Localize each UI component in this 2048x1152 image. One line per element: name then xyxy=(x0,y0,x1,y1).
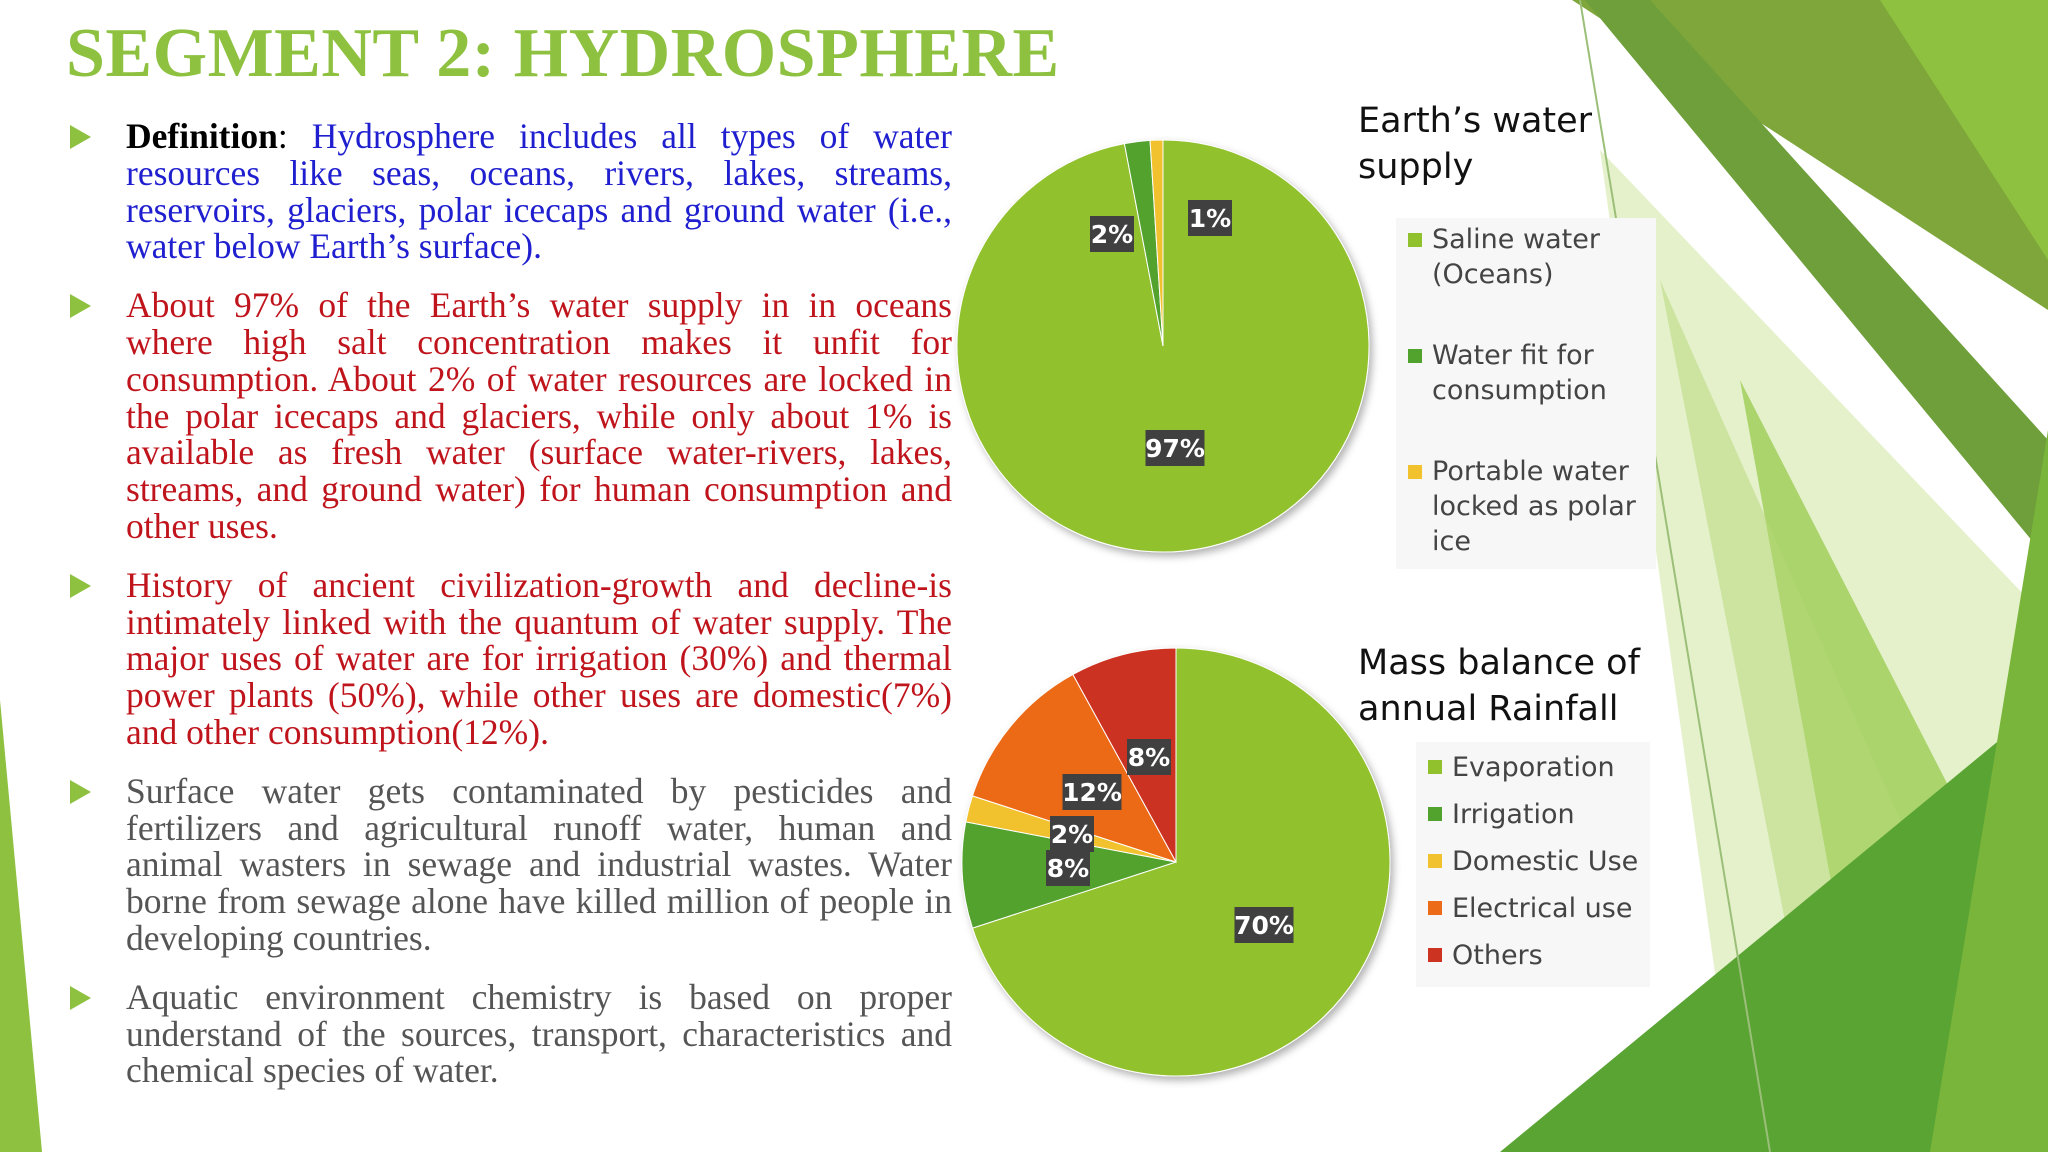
legend-swatch xyxy=(1428,760,1442,774)
legend-item xyxy=(1426,885,1644,932)
legend-swatch xyxy=(1408,465,1422,479)
slide-title: SEGMENT 2: HYDROSPHERE xyxy=(66,15,1060,92)
legend-item xyxy=(1426,744,1644,791)
legend-label: Electrical use xyxy=(1452,893,1633,924)
legend-item xyxy=(1406,222,1648,292)
legend-label: Portable water locked as polar ice xyxy=(1432,456,1636,557)
data-label-5 xyxy=(1127,739,1171,775)
definition-lead: Definition xyxy=(126,116,278,156)
definition-text: Hydrosphere includes all types of water resources like seas, oceans, rivers, lakes, streams, reservoirs, glaciers, polar icecaps and ground water (i.e., water below Earth’s surface). xyxy=(126,116,952,267)
chart-title-text: Mass balance of annual Rainfall xyxy=(1358,643,1640,729)
svg-text:2%: 2% xyxy=(1050,820,1094,849)
legend-item xyxy=(1406,454,1648,559)
legend-item xyxy=(1426,791,1644,838)
data-label-3 xyxy=(1050,816,1094,852)
bullet-text: Aquatic environment chemistry is based on proper understand of the sources, transport, characteristics and chemical species of water. xyxy=(126,976,952,1091)
legend-swatch xyxy=(1408,349,1422,363)
data-label-1 xyxy=(1234,907,1294,943)
legend-swatch xyxy=(1428,854,1442,868)
data-label-2 xyxy=(1046,850,1090,886)
svg-text:1%: 1% xyxy=(1188,204,1232,233)
svg-text:70%: 70% xyxy=(1234,911,1294,940)
legend-label: Water fit for consumption xyxy=(1432,340,1607,406)
legend-rainfall xyxy=(1416,742,1650,987)
legend-water-supply xyxy=(1396,218,1656,569)
chart-title-text: Earth’s water supply xyxy=(1358,101,1593,187)
data-label-4 xyxy=(1062,774,1122,810)
bullet-text: Surface water gets contaminated by pesticides and fertilizers and agricultural runoff water, human and animal wasters in sewage and industrial wastes. Water borne from sewage alone have killed million of people in developing countries. xyxy=(126,770,952,958)
svg-text:12%: 12% xyxy=(1062,778,1122,807)
svg-text:2%: 2% xyxy=(1090,220,1134,249)
legend-item xyxy=(1426,932,1644,979)
legend-swatch xyxy=(1408,233,1422,247)
svg-text:8%: 8% xyxy=(1046,854,1090,883)
legend-label: Irrigation xyxy=(1452,799,1575,830)
legend-swatch xyxy=(1428,901,1442,915)
svg-text:97%: 97% xyxy=(1145,434,1205,463)
legend-label: Evaporation xyxy=(1452,752,1615,783)
bullet-text: About 97% of the Earth’s water supply in in oceans where high salt concentration makes it unfit for consumption. About 2% of water resources are locked in the polar icecaps and glaciers, while only about 1% is available as fresh water (surface water-rivers, lakes, streams, and ground water) for human consumption and other uses. xyxy=(126,285,952,546)
legend-item xyxy=(1406,338,1648,408)
definition-sep: : xyxy=(277,116,312,156)
legend-label: Domestic Use xyxy=(1452,846,1639,877)
legend-item xyxy=(1426,838,1644,885)
chart-title-rainfall xyxy=(1358,640,1658,732)
legend-label: Others xyxy=(1452,940,1543,971)
bullet-text: History of ancient civilization-growth and decline-is intimately linked with the quantum of water supply. The major uses of water are for irrigation (30%) and thermal power plants (50%), while other uses are domestic(7%) and other consumption(12%). xyxy=(126,564,952,752)
legend-label: Saline water (Oceans) xyxy=(1432,224,1600,290)
legend-swatch xyxy=(1428,948,1442,962)
svg-text:8%: 8% xyxy=(1127,743,1171,772)
legend-swatch xyxy=(1428,807,1442,821)
chart-title-water-supply xyxy=(1358,98,1608,190)
